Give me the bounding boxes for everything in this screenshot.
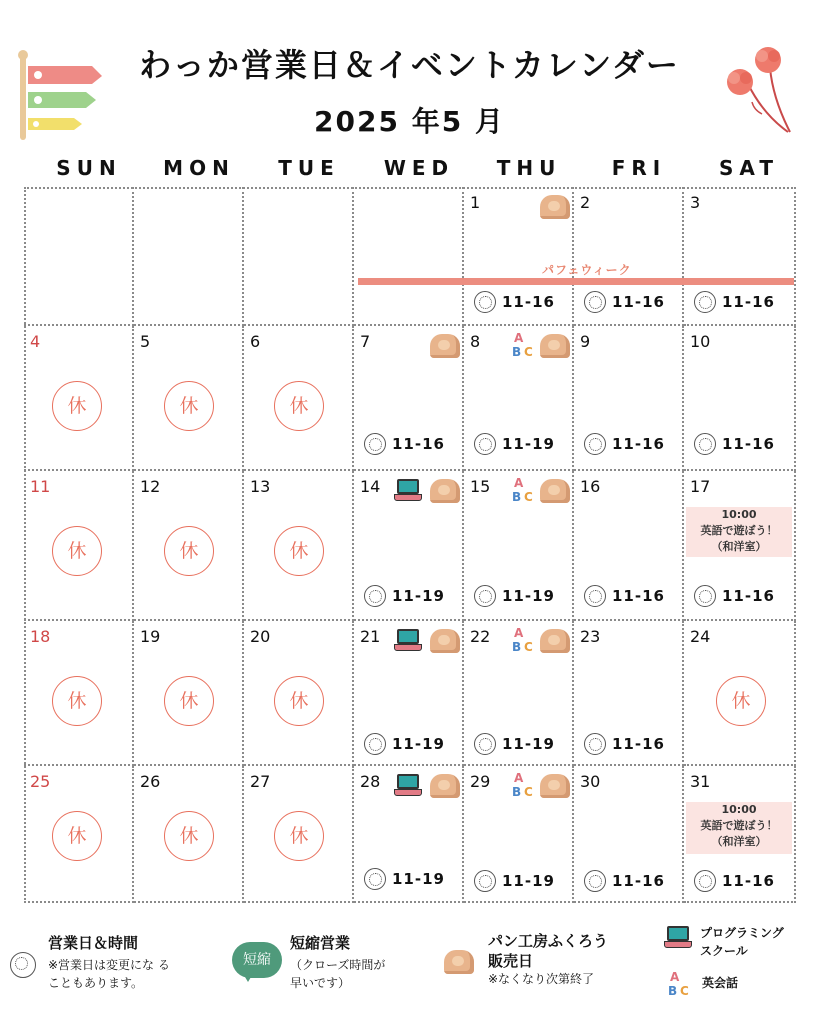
coin-icon: [694, 585, 716, 607]
calendar-cell-day-22[interactable]: [464, 621, 574, 766]
day-number: 17: [690, 477, 711, 496]
weekday-fri: FRI: [611, 156, 667, 180]
abc-blocks-icon: A B C: [512, 476, 533, 504]
calendar-cell-day-9[interactable]: [574, 326, 684, 471]
business-hours: 11-16: [364, 433, 445, 455]
abc-blocks-icon: A B C: [512, 771, 533, 799]
day-number: 16: [580, 477, 601, 496]
day-number: 9: [580, 332, 591, 351]
bread-icon: [444, 950, 474, 974]
day-number: 20: [250, 627, 271, 646]
coin-icon: [10, 952, 36, 978]
calendar-cell-day-11[interactable]: [24, 471, 134, 621]
calendar-cell-day-23[interactable]: [574, 621, 684, 766]
event-name: 英語で遊ぼう！: [700, 819, 778, 832]
business-hours: 11-16: [474, 291, 555, 313]
closed-mark: 休: [164, 811, 214, 861]
day-number: 30: [580, 772, 601, 791]
bread-icon: [540, 479, 570, 503]
bread-icon: [540, 195, 570, 219]
laptop-icon: [394, 629, 422, 653]
calendar-cell-day-15[interactable]: [464, 471, 574, 621]
day-number: 12: [140, 477, 161, 496]
calendar-cell-day-31[interactable]: [684, 766, 796, 903]
business-hours: 11-19: [474, 870, 555, 892]
business-hours: 11-16: [694, 585, 775, 607]
event-place: （和洋室）: [711, 540, 767, 553]
closed-mark: 休: [274, 381, 324, 431]
calendar-cell-day-8[interactable]: [464, 326, 574, 471]
legend-business-title: 営業日＆時間: [48, 934, 139, 952]
abc-blocks-icon: A B C: [512, 626, 533, 654]
day-number: 23: [580, 627, 601, 646]
coin-icon: [364, 733, 386, 755]
event-place: （和洋室）: [711, 835, 767, 848]
day-number: 15: [470, 477, 491, 496]
calendar-grid: [24, 187, 796, 903]
bread-icon: [430, 479, 460, 503]
golden-week-bar: [358, 278, 794, 285]
page-title: わっか営業日＆イベントカレンダー: [139, 46, 680, 84]
abc-blocks-icon: A B C: [512, 331, 533, 359]
laptop-icon: [394, 479, 422, 503]
business-hours: 11-16: [584, 870, 665, 892]
coin-icon: [584, 870, 606, 892]
closed-mark: 休: [52, 381, 102, 431]
calendar-cell-day-26[interactable]: [134, 766, 244, 903]
day-number: 28: [360, 772, 381, 791]
business-hours: 11-16: [694, 870, 775, 892]
closed-mark: 休: [274, 676, 324, 726]
day-number: 11: [30, 477, 51, 496]
weekday-mon: MON: [163, 156, 235, 180]
calendar-cell-day-27[interactable]: [244, 766, 354, 903]
calendar-cell-day-10[interactable]: [684, 326, 796, 471]
closed-mark: 休: [164, 381, 214, 431]
calendar-cell-day-18[interactable]: [24, 621, 134, 766]
calendar-cell-day-24[interactable]: [684, 621, 796, 766]
closed-mark: 休: [716, 676, 766, 726]
bread-icon: [540, 334, 570, 358]
legend-short-note-1: （クローズ時間が: [290, 958, 386, 972]
legend-short-title: 短縮営業: [290, 934, 351, 952]
calendar-cell-day-20[interactable]: [244, 621, 354, 766]
day-number: 14: [360, 477, 381, 496]
business-hours: 11-19: [364, 868, 445, 890]
closed-mark: 休: [274, 526, 324, 576]
day-number: 8: [470, 332, 481, 351]
day-number: 6: [250, 332, 261, 351]
coin-icon: [694, 433, 716, 455]
business-hours: 11-16: [584, 733, 665, 755]
day-number: 31: [690, 772, 711, 791]
laptop-icon: [394, 774, 422, 798]
closed-mark: 休: [52, 526, 102, 576]
coin-icon: [584, 585, 606, 607]
coin-icon: [474, 870, 496, 892]
day-number: 7: [360, 332, 371, 351]
bread-icon: [430, 774, 460, 798]
calendar-cell-empty: [134, 187, 244, 326]
coin-icon: [364, 585, 386, 607]
weekday-sun: SUN: [56, 156, 122, 180]
weekday-wed: WED: [383, 156, 455, 180]
weekday-sat: SAT: [719, 156, 779, 180]
day-number: 26: [140, 772, 161, 791]
calendar-cell-day-21[interactable]: [354, 621, 464, 766]
day-number: 27: [250, 772, 271, 791]
calendar-cell-day-30[interactable]: [574, 766, 684, 903]
english-event-box[interactable]: [686, 507, 792, 557]
day-number: 2: [580, 193, 591, 212]
abc-blocks-icon: A B C: [668, 970, 689, 998]
business-hours: 11-19: [474, 433, 555, 455]
day-number: 4: [30, 332, 41, 351]
event-name: 英語で遊ぼう！: [700, 524, 778, 537]
legend-programming-2: スクール: [700, 944, 748, 958]
day-number: 5: [140, 332, 151, 351]
legend-bread-note: ※なくなり次第終了: [488, 972, 595, 986]
coin-icon: [584, 733, 606, 755]
legend-programming-1: プログラミング: [700, 926, 784, 940]
day-number: 13: [250, 477, 271, 496]
business-hours: 11-16: [584, 291, 665, 313]
calendar-cell-day-4[interactable]: [24, 326, 134, 471]
business-hours: 11-19: [474, 733, 555, 755]
legend-english: 英会話: [702, 976, 739, 990]
calendar-cell-day-19[interactable]: [134, 621, 244, 766]
closed-mark: 休: [52, 811, 102, 861]
weekday-tue: TUE: [278, 156, 340, 180]
day-number: 25: [30, 772, 51, 791]
closed-mark: 休: [52, 676, 102, 726]
legend-bread-title-1: パン工房ふくろう: [488, 932, 609, 950]
coin-icon: [364, 868, 386, 890]
calendar-cell-day-16[interactable]: [574, 471, 684, 621]
calendar-cell-day-12[interactable]: [134, 471, 244, 621]
coin-icon: [364, 433, 386, 455]
golden-week-label: パフェウィーク: [542, 263, 632, 277]
coin-icon: [584, 291, 606, 313]
day-number: 29: [470, 772, 491, 791]
closed-mark: 休: [164, 676, 214, 726]
day-number: 3: [690, 193, 701, 212]
calendar-cell-empty: [244, 187, 354, 326]
month-subtitle: 2025 年5 月: [314, 105, 505, 138]
calendar-cell-empty: [354, 187, 464, 326]
business-hours: 11-16: [694, 433, 775, 455]
business-hours: 11-19: [364, 733, 445, 755]
calendar-cell-day-6[interactable]: [244, 326, 354, 471]
calendar-cell-day-2[interactable]: [574, 187, 684, 326]
business-hours: 11-19: [474, 585, 555, 607]
day-number: 21: [360, 627, 381, 646]
event-time: 10:00: [721, 803, 757, 816]
weekday-thu: THU: [496, 156, 562, 180]
calendar-cell-day-3[interactable]: [684, 187, 796, 326]
calendar-cell-day-28[interactable]: [354, 766, 464, 903]
day-number: 10: [690, 332, 711, 351]
coin-icon: [694, 291, 716, 313]
calendar-cell-day-1[interactable]: [464, 187, 574, 326]
closed-mark: 休: [274, 811, 324, 861]
calendar-cell-day-5[interactable]: [134, 326, 244, 471]
legend-bread-title-2: 販売日: [488, 952, 534, 970]
calendar-cell-day-13[interactable]: [244, 471, 354, 621]
business-hours: 11-19: [364, 585, 445, 607]
calendar-cell-empty: [24, 187, 134, 326]
laptop-icon: [664, 926, 692, 950]
short-hours-badge: 短縮: [232, 942, 282, 978]
coin-icon: [474, 291, 496, 313]
business-hours: 11-16: [584, 433, 665, 455]
day-number: 18: [30, 627, 51, 646]
legend-business-note-2: こともあります。: [48, 976, 144, 990]
calendar-cell-day-29[interactable]: [464, 766, 574, 903]
coin-icon: [474, 433, 496, 455]
bread-icon: [540, 629, 570, 653]
event-time: 10:00: [721, 508, 757, 521]
bread-icon: [430, 334, 460, 358]
calendar-cell-day-25[interactable]: [24, 766, 134, 903]
calendar-cell-day-17[interactable]: [684, 471, 796, 621]
bread-icon: [430, 629, 460, 653]
coin-icon: [584, 433, 606, 455]
coin-icon: [474, 733, 496, 755]
closed-mark: 休: [164, 526, 214, 576]
day-number: 22: [470, 627, 491, 646]
english-event-box[interactable]: [686, 802, 792, 854]
calendar-cell-day-7[interactable]: [354, 326, 464, 471]
day-number: 19: [140, 627, 161, 646]
business-hours: 11-16: [584, 585, 665, 607]
legend-business-note-1: ※営業日は変更にな る: [48, 958, 170, 972]
day-number: 24: [690, 627, 711, 646]
coin-icon: [474, 585, 496, 607]
calendar-cell-day-14[interactable]: [354, 471, 464, 621]
bread-icon: [540, 774, 570, 798]
day-number: 1: [470, 193, 481, 212]
coin-icon: [694, 870, 716, 892]
legend-short-note-2: 早いです）: [290, 976, 351, 990]
business-hours: 11-16: [694, 291, 775, 313]
